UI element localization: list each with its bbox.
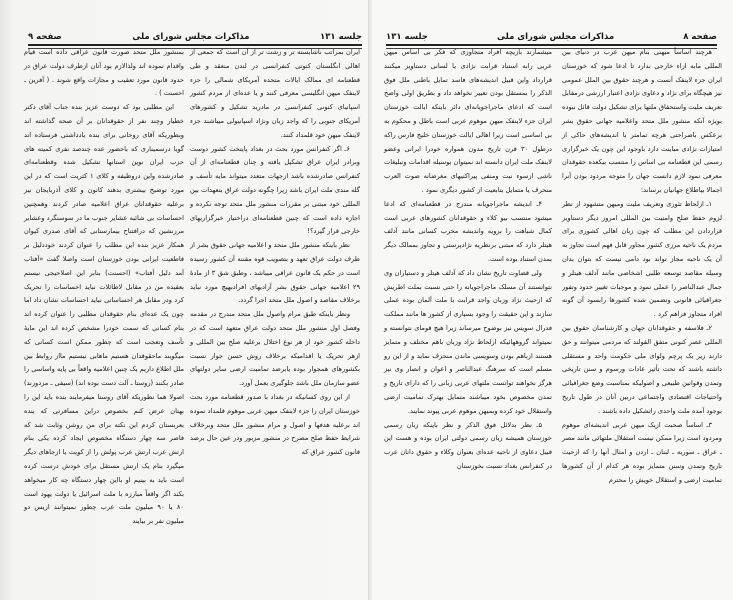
paragraph: ۱ـ ازلحاظ تئوری وتعریف ملیت ومیهن متشهود از نظر لزوم حفظ صلح وامنیت بین المللی امروز دیگر دستاویز قراردادن این مطلب که چون زبان اهالی کشوری برای مردم یک ناحیه مرزی کشور مجاور قابل فهم است تجاوز به آن یک ناحیه مجاز تواند بود دامی نیست که بتوان بدان وسیله مقاصد توسعه طلبی اشخاصی مانند آدلف هیتلر و جمال عبدالناصر را عملی نمود و موجبات تغییر حدود وتفور جغرافیائی قانونی وتضمین شده کشورها رابسود آن گونه افراد متجاوز فراهم کرد .: [562, 199, 722, 319]
paragraph: بمنشور ملل متحد صورت قانون عراقی داده است قیام واقدام نموده اند ولذالازم بود آنان ازطرف دولت عراق در حدود قانون مورد تعقیب و مجازات واقع شوند . ( آفرین ـ احسنت ) .: [24, 48, 184, 98]
right-page-header: [386, 28, 717, 46]
paragraph: ۲ـ فلاسفه و حقوقدانان جهان و کارشناسان حقوق بین المللی عصر کنونی متفق القولند که مردمی میتوانند و حق دارند زیر یک پرچم ولوای ملی حکومت واحد و مستقلی داشته باشند که تحت تأثیر عادات ورسوم و سنن تاریخی وتمدن وقوانین طبیعی و اصولیکه بمناسبت وضع جغرافیائی واحتیاجات اقتصادی واجتماعی دربین آنان در طول تاریخ بوجود آمده ملت واحدی راتشکیل داده باشند .: [562, 323, 722, 415]
paragraph: ایران بمراتب ناشایسته تر و زشت تر از آن است که جمعی از اهالی انگلستان کنوتی کنفرانسی در لندن منعقد و طی قطعنامه ای ممالک ایالات متحده آمریکای شمالی را جزء لاینفک میهن انگلیسی معرفی کنند و یا عده‌ای از مردم کشور اسپانیای کنونی کنفرانسی در مادرید تشکیل و کشورهای آمریکای جنوبی را که واجد زبان ونژاد اسپانیولی میباشند جزء لاینفک میهن خود قلمداد کنند.: [190, 48, 360, 139]
paragraph: ۵ـ نظر بدلائل فوق الذکر و نظر باینکه زبان رسمی خوزستان همیشه زبان رسمی دولتی ایران بوده و هست این قبیل دعاوی از ناحیه عده‌ای بعنوان وکلاء و حقوق دانان عرب در کنفرانس بغداد نسبت بخوزستان: [384, 420, 552, 470]
paragraph: ۳ـ اساساً صحبت ازیک میهن عربی اندیشه‌ای موهوم ومردود است زیرا ممکن نیست استقلال ملتهائی مانند مصر ـ عراق ـ سوریه ـ لبنان ـ اردن و امثال آنها را که ازحیث تاریخ وتمدن وسنن متمایز بوده هر کدام از آن کشورها تمامیت ارضی و استقلال خویش را محترم: [562, 420, 722, 484]
left-page-column-left: [24, 46, 184, 529]
paragraph: ولی قضاوت تاریخ نشان داد که آدلف هیتلر و دستیاران وی نتوانستند آن مسلک ماجراجویانه را حتی نسبت بملت اطریش که ازحیث نژاد وزبان واجد قرابت با ملت آلمان بوده عملی سازند و این حقیقت را وجود بسیاری از کشور ها مانند مملکت فدرال سویس نیز بوضوح میرساند زیرا هیچ قومای نتوانسته و نمیتواند گروههائیکه ازلحاظ نژاد وزبان باهم مختلف و متمایز هستند ازباهم بودن وسویسی ماندن منحرف نماید و از این رو مسلم است که سرهنگ عبدالناصر و اعوان و انصار وی نیز هرگز نخواهند توانست ملتهای عربی زبانی را که دارای تاریخ و تمدن مخصوص بخود میباشند متمایل بهترک تمامیت ارضی واستقلال خود کرده وبمیهن موهوم عربی پیوند نمایند.: [384, 268, 552, 415]
paragraph: ۶ـ اگر کنفرانس مورد بحث در بغداد پایتخت کشور دوست وبرادر ایران عراق تشکیل یافته و چنان قطعنامه‌ای از آن کنفرانس صادرشده باشد ازجهات متعدد میتواند مایه تأسف و گله مندی ملت ایران باشد زیرا چگونه دولت عراق بتعهدات بین المللی خود مبتنی بر مقررات منشور ملل متحد توجه نکرده و اجازه داده است که چنین قطعنامه‌ای دراختیار خبرگزاریهای خارجی قرار گیرد؟!: [190, 144, 360, 236]
page-number: صفحه ۸: [683, 32, 717, 42]
paragraph: این مطلبی بود که دوست عزیز بنده جناب آقای دکتر خطیار وچند نفر از حقوقدانان بر آن صحه گذاشته اند وبطوریکه آقای روحانی برای بنده یادداشتی فرستاده اند گویا درسمیناری که باحضور عده چندصد نفری کمیته های حزب ایران نوین استانها تشکیل شده وقطعنامه‌ای صادرشده واین دروظیفه و کلای ۱ کثریت است که در این مورد توضیح بیشتری بدهند کانون و کلای آذربایجان نیز برعلیه حقوقدانان عراق اعلامیه صادر کردند وهمچنین احساسات بی شائبه عشایر جنوب ما در سوسنگرد وعشایر مرزنشین که درافتتاح بیمارستانی که آقای صدری کیوان همکار عزیز بنده این مطلب را عنوان کردند خوددلیل بر قاطعیت ایرانی بودن خوزستان است واصلا گفت «آفتاب آمد دلیل آفتاب» (احسنت) بنابر این اصلاحیجی نیستم بعقیده من در مقابل لاطائلات نباید احساسات را تحریک کرد ودر مقابل هر احساساتی نباید احساسات نشان داد اما چون یک عده‌ای بنام حقوقدان مطلبی را عنوان کرده اند بنام کسانی که سمت خودرا مشخص کرده اند این مایهٔ تأسف وتعجب است که چطور ممکن است کسانی که میگویند ماحقوقدان هستیم ماهابی نیستیم مااز روابط بین ملل اطلاع داریم یک چنین اعلامیه واقعاً بی پایه واساسی را صادر بکنند (روستا ـ آلت دست بوده اند) (سیفی ـ مزدورند) اصولا هما نطوریکه آقای روستا میفرمایند بنده باید این را بهتان عرض کنم بخصوص دراین مسافرتی که بنده بعربستان کردم این نکته برای من روشن وثابت شد که فاصر سه چهار دستگاه مخصوص ایجاد کرده یکی بنام ارتش عرب ارتش عرب پولش را از کویت یا ازجاهای دیگر میگیرد بنام یک ارتش مستقل برای خودش درست کرده است باید به بینیم او بااین چهار دستگاه چه کار میخواهد بکند اگر واقعاً مبارزه با ملت اسرائیل یا دولت یهود است ۸۰ یا ۹۰ میلیون ملت عرب چطور نمیتوانند ازیس دو میلیون نفر بر بیایند: [24, 103, 184, 526]
publication-title: مذاکرات مجلس شورای ملی: [497, 32, 615, 42]
session-number: جلسه ۱۳۱: [320, 32, 362, 42]
right-page-column-left: [384, 46, 552, 474]
page-number: صفحه ۹: [28, 32, 62, 42]
right-page: [372, 0, 733, 600]
paragraph: نظر باینکه منشور ملل متحد و اعلامیه جهانی حقوق بشر از طرف دولت عراق تعهد و بتصویب قوه مقننه آن کشور رسیده است در حکم یک قانون عراقی میباشد ، وطبق شق ۳ از مادهٔ ۲۹ اعلامیه جهانی حقوق بشر آزادیهای افرادبهیچ مورد نباید برخلاف مقاصد و اصول ملل متحد اجرا گردد.: [190, 241, 361, 305]
left-page-column-right: [190, 46, 360, 460]
session-number: جلسه ۱۳۱: [386, 32, 428, 42]
right-page-column-right: [562, 46, 722, 488]
publication-title: مذاکرات مجلس شورای ملی: [132, 32, 250, 42]
paragraph: ۴ـ اندیشه ماجراجویانه مندرج در قطعنامه‌ای که ادعا میشود منتسب بیو کلاء و حقوقدانان کشورهای عربی است کمال شباهت را برویه واندیشه مخرب کسانی مانند آدلف هیتلر دارد که مبتنی برنظریه نژادپرستی و تجاوز بممالک دیگر بمدن استناد بوده است.: [384, 199, 552, 263]
paragraph: میشمارند بازیچه افراد متجاوزی که فکر بی اساس میهن عربی رابه استناد قرابت نژادی یا لسانی دستاویز میکنند قرارداد واین قبیل اندیشه‌های فاسد تمایل باطنی ملل فوق الذکر را بمستقل بودن تغییر نخواهد داد و بطریق اولی واضح است که ادعای ماجراجویانه‌ای دائر باینکه ایالت خوزستان ایران جزء لاینفک میهن موهوم عربی است باطل و محکوم به بی اساسی است زیرا اهالی ایالت خوزستان خلیج فارس راکه درطول ۳۰ قرن تاریخ مدون همواره خودرا ایرانی وعضو لاینفک ملت ایران دانسته اند نمیتوان بوسیله اقدامات وتبلیغات ناشی ازسوء نیت ومنفی پیراکنیهای مغرضانه صوت العرب منحرف یا متمایل بتابعیت از کشور دیگری نمود .: [384, 48, 552, 194]
paragraph: از این روی کسانیکه در بغداد با صدور قطعنامه مورد بحث خوزستان ایران را جزء لاینفک میهن عربی موهوم قلمداد نموده اند برعلیه هدفها و اصول و مرام منشور ملل متحد وبرخلاف شرایط حفظ صلح مصرح در منشور مزبور ودر عین حال برضد قانون کشور عراق که: [190, 392, 360, 457]
paragraph: ونظر باینکه طبق مرام واصول ملل متحد مندرج در مقدمه وفصل اول منشور ملل متحد دولت عراق متعهد است که در داخله کشور خود از هر نوع اختلال برعلیه صلح بین المللی و ازهر تحریک یا اقدامیکه برخلاف روش حسن جوار نسبت بکشورهای همجوار بوده یابرضد تمامیت ارضی سایر دولتهای عضو سازمان ملل باشد جلوگیری بعمل آورد.: [190, 310, 360, 388]
paragraph: هرچند اساساً میهنی بنام میهن عرب در دنیای بین المللی مابه ازاء خارجی ندارد تا ادعا شود که خوزستان ایران جزء لاینفک آنست و هرچند حقوق بین الملل عمومی نیز هیچگاه برای نژاد و دعاوی نژادی اعتبار ارزشی درمقابل تعریف ملیت واستحقاق ملتها برای تشکیل دولت قائل نبوده بویژه آنکه منشور ملل متحد واعلامیه جهانی حقوق بشر برعکس باصراحتی هرچه تمامتر با اندیشه‌های حاکی از امتیازات نژادی مباینت دارد باوجود این چون یک خبرگزاری رسمی این قطعنامه بی اساس را منتسب بیکعده حقوقدان معرفی نمود لازم دانست جهان را متوجه مردود بودن آنرا اجمالا بیاطلاع جهانیان برساند:: [562, 48, 722, 194]
left-page-header: [28, 28, 362, 46]
